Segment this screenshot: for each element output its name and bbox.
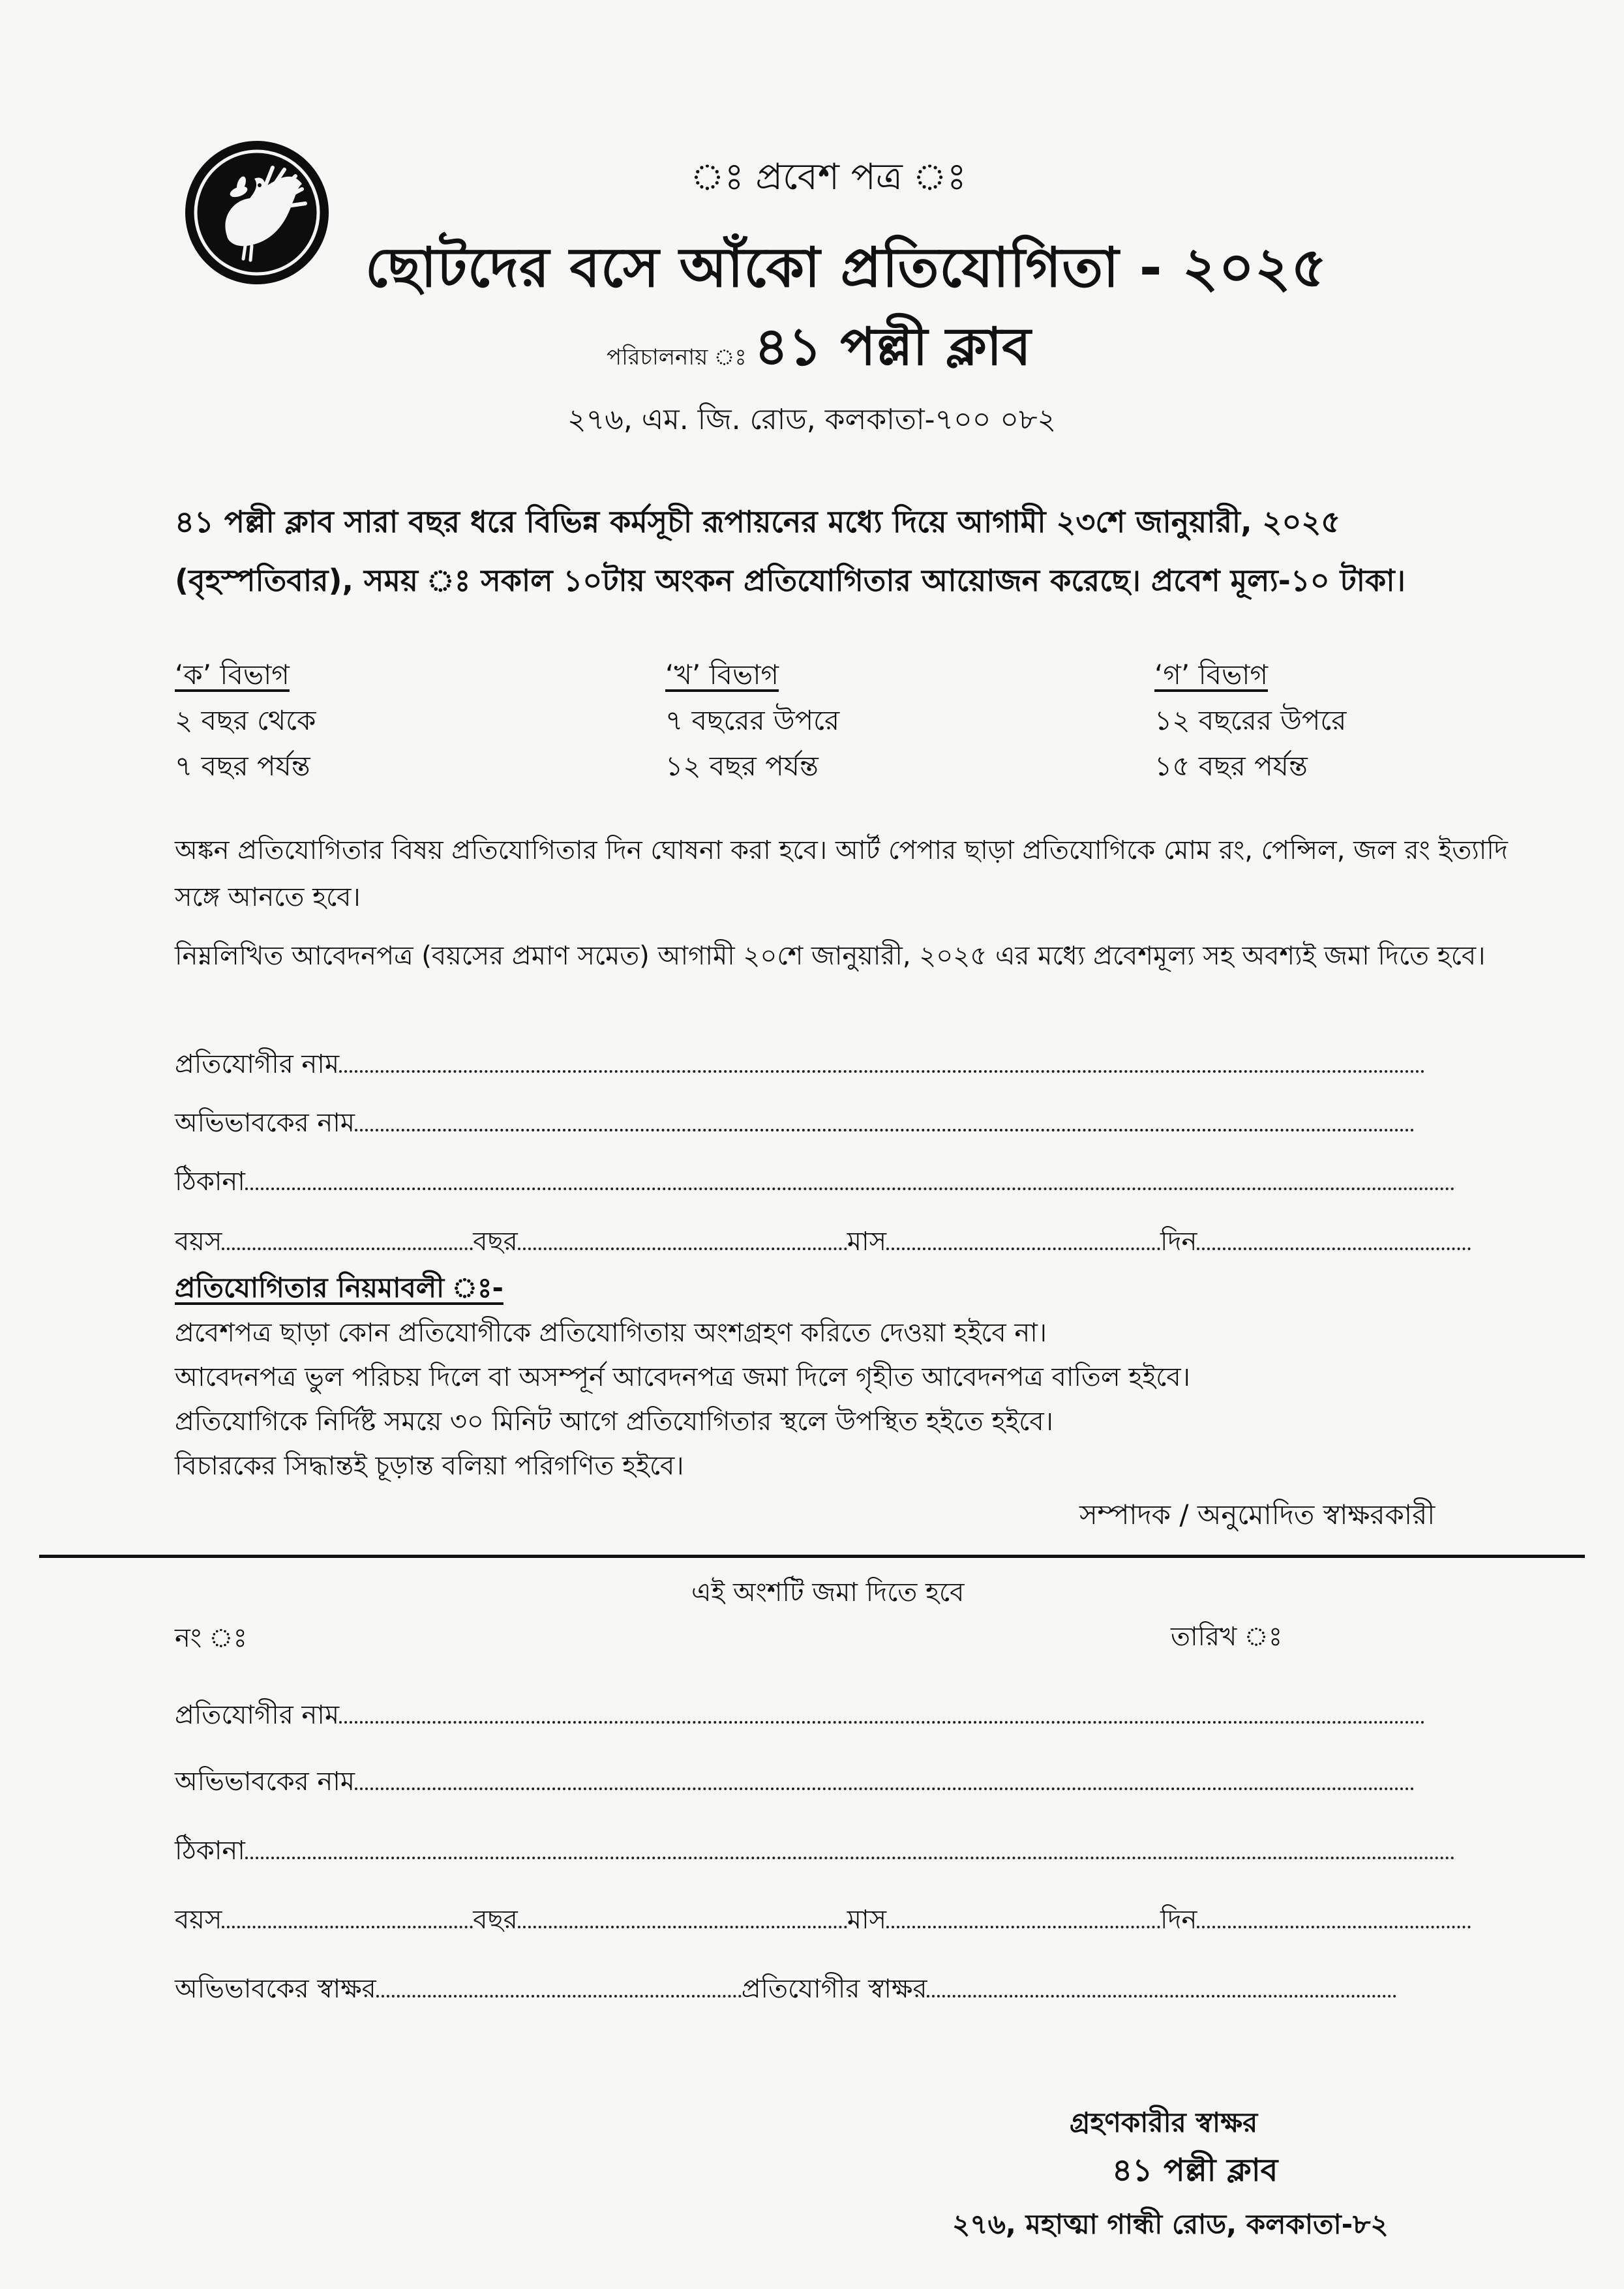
field-label: প্রতিযোগীর নাম [175, 1049, 340, 1079]
fill-line[interactable] [1197, 1248, 1471, 1250]
address-field[interactable] [175, 1161, 1455, 1204]
field-label: প্রতিযোগীর নাম [175, 1700, 340, 1730]
field-label: বয়স [175, 1905, 222, 1935]
fill-line[interactable] [222, 1926, 473, 1928]
competition-title: ছোটদের বসে আঁকো প্রতিযোগিতা - ২০২৫ [365, 235, 1328, 299]
rules-heading: প্রতিযোগিতার নিয়মাবলী ঃ- [175, 1272, 504, 1304]
category-ka [175, 652, 316, 789]
organizer-name: ৪১ পল্লী ক্লাব [754, 316, 1031, 377]
slip-participant-name-field[interactable] [175, 1694, 1425, 1738]
field-label: দিন [1160, 1905, 1197, 1935]
fill-line[interactable] [886, 1926, 1160, 1928]
category-line: ১২ বছর পর্যন্ত [665, 750, 819, 782]
fill-line[interactable] [886, 1248, 1160, 1250]
organizer-address: ২৭৬, এম. জি. রোড, কলকাতা-৭০০ ০৮২ [567, 403, 1057, 436]
slip-address-field[interactable] [175, 1830, 1455, 1874]
slip-note: এই অংশটি জমা দিতে হবে [691, 1578, 965, 1608]
category-kha [665, 652, 839, 789]
instructions-paragraph: অঙ্কন প্রতিযোগিতার বিষয় প্রতিযোগিতার দিন ঘোষনা করা হবে। আর্ট পেপার ছাড়া প্রতিযোগিকে মোম রং, পেন্সিল, জল রং ইত্যাদি সঙ্গে আনতে হবে। [175, 835, 1508, 912]
fill-line[interactable] [355, 1788, 1415, 1790]
organizer-prefix: পরিচালনায় ঃ [607, 344, 747, 370]
participant-name-field[interactable] [175, 1043, 1425, 1087]
category-line: ২ বছর থেকে [175, 704, 316, 736]
form-label: ঃ প্রবেশ পত্র ঃ [690, 156, 967, 198]
tear-off-divider [39, 1555, 1585, 1558]
fill-line[interactable] [1197, 1926, 1471, 1928]
field-label: মাস [847, 1227, 886, 1257]
organizer-line [607, 307, 1031, 394]
field-label: অভিভাবকের নাম [175, 1108, 355, 1138]
fill-line[interactable] [376, 1995, 742, 1997]
category-line: ১২ বছরের উপরে [1154, 704, 1347, 736]
submission-paragraph: নিম্নলিখিত আবেদনপত্র (বয়সের প্রমাণ সমেত) আগামী ২০শে জানুয়ারী, ২০২৫ এর মধ্যে প্রবেশমূল্য সহ অবশ্যই জমা দিতে হবে। [175, 941, 1486, 971]
fill-line[interactable] [222, 1248, 473, 1250]
category-line: ১৫ বছর পর্যন্ত [1154, 750, 1308, 782]
slip-guardian-name-field[interactable] [175, 1761, 1415, 1804]
slip-date-label: তারিখ ঃ [1171, 1622, 1283, 1652]
field-label: অভিভাবকের স্বাক্ষর [175, 1974, 376, 2004]
field-label: বয়স [175, 1227, 222, 1257]
rule-item: প্রবেশপত্র ছাড়া কোন প্রতিযোগীকে প্রতিযোগিতায় অংশগ্রহণ করিতে দেওয়া হইবে না। [175, 1318, 1047, 1348]
field-label: বছর [473, 1227, 518, 1257]
category-ga [1154, 652, 1346, 789]
field-label: বছর [473, 1905, 518, 1935]
fill-line[interactable] [339, 1721, 1425, 1724]
fill-line[interactable] [355, 1129, 1415, 1131]
slip-age-field[interactable] [175, 1899, 1471, 1943]
receiver-address: ২৭৬, মহাত্মা গান্ধী রোড, কলকাতা-৮২ [952, 2208, 1389, 2240]
fill-line[interactable] [518, 1248, 847, 1250]
receiver-signature-label: গ্রহণকারীর স্বাক্ষর [1070, 2106, 1258, 2138]
category-line: ৭ বছর পর্যন্ত [175, 750, 310, 782]
fill-line[interactable] [339, 1070, 1425, 1073]
age-field[interactable] [175, 1221, 1471, 1264]
field-label: দিন [1160, 1227, 1197, 1257]
slip-signature-field[interactable] [175, 1968, 1396, 2012]
fill-line[interactable] [518, 1926, 847, 1928]
rule-item: বিচারকের সিদ্ধান্তই চূড়ান্ত বলিয়া পরিগণিত হইবে। [175, 1451, 684, 1481]
rule-item: আবেদনপত্র ভুল পরিচয় দিলে বা অসম্পূর্ন আবেদনপত্র জমা দিলে গৃহীত আবেদনপত্র বাতিল হইবে। [175, 1362, 1190, 1392]
field-label: ঠিকানা [175, 1836, 245, 1866]
category-line: ৭ বছরের উপরে [665, 704, 840, 736]
guardian-name-field[interactable] [175, 1102, 1415, 1146]
category-heading: ‘ক’ বিভাগ [175, 659, 290, 691]
receiver-club-name: ৪১ পল্লী ক্লাব [1112, 2152, 1278, 2189]
field-label: প্রতিযোগীর স্বাক্ষর [741, 1974, 927, 2004]
fill-line[interactable] [245, 1188, 1455, 1190]
signatory-label: সম্পাদক / অনুমোদিত স্বাক্ষরকারী [1079, 1499, 1436, 1531]
category-heading: ‘গ’ বিভাগ [1154, 659, 1268, 691]
field-label: অভিভাবকের নাম [175, 1767, 355, 1797]
category-heading: ‘খ’ বিভাগ [665, 659, 779, 691]
field-label: মাস [847, 1905, 886, 1935]
intro-paragraph: ৪১ পল্লী ক্লাব সারা বছর ধরে বিভিন্ন কর্মসূচী রূপায়নের মধ্যে দিয়ে আগামী ২৩শে জানুয়ারী, ২০২৫ (বৃহস্পতিবার), সময় ঃ সকাল ১০টায় অংকন প্রতিযোগিতার আয়োজন করেছে। প্রবেশ মূল্য-১০ টাকা। [175, 504, 1406, 598]
slip-number-label: নং ঃ [175, 1623, 247, 1653]
rule-item: প্রতিযোগিকে নির্দিষ্ট সময়ে ৩০ মিনিট আগে প্রতিযোগিতার স্থলে উপস্থিত হইতে হইবে। [175, 1407, 1053, 1437]
fill-line[interactable] [245, 1857, 1455, 1859]
fill-line[interactable] [927, 1995, 1396, 1997]
field-label: ঠিকানা [175, 1167, 245, 1197]
